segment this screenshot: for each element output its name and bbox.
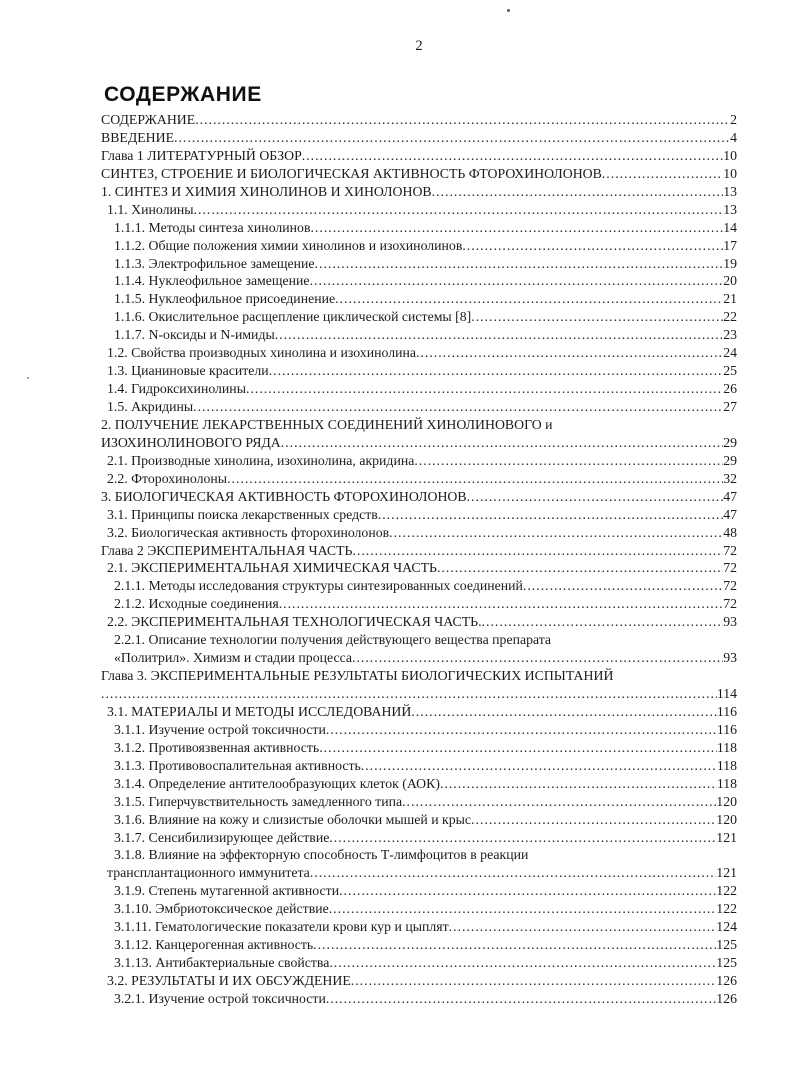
toc-entry-text: 3.1.8. Влияние на эффекторную способность Т-лимфоцитов в реакции <box>114 847 529 863</box>
dot-leader <box>101 685 717 703</box>
toc-entry-page: 126 <box>716 973 737 988</box>
toc-entry <box>101 829 737 847</box>
dot-leader <box>315 255 724 273</box>
toc-entry-page: 121 <box>716 865 737 881</box>
toc-entry <box>101 595 737 613</box>
toc-entry-page: 116 <box>716 703 737 719</box>
toc-entry-text: 3.1.3. Противовоспалительная активность <box>114 757 361 773</box>
toc-entry-text: 3.1.6. Влияние на кожу и слизистые оболочки мышей и крыс <box>114 811 472 827</box>
dot-leader <box>194 201 724 219</box>
toc-entry-text: 2.2.1. Описание технологии получения действующего вещества препарата <box>114 632 552 648</box>
toc-entry-text: 2.1.2. Исходные соединения <box>114 596 279 612</box>
dot-leader <box>195 111 730 129</box>
page-title: СОДЕРЖАНИЕ <box>104 83 262 106</box>
toc-entry-page: 13 <box>723 183 737 199</box>
toc-entry-text: 3.1.13. Антибактериальные свойства <box>114 955 330 971</box>
toc-entry-text: 2.2. Фторохинолоны <box>107 470 228 486</box>
toc-entry-page: 2 <box>730 112 737 127</box>
dot-leader <box>339 882 716 900</box>
toc-entry-text: 1.3. Цианиновые красители <box>107 363 269 379</box>
toc-entry <box>101 201 737 219</box>
dot-leader <box>523 577 723 595</box>
toc-entry-page: 29 <box>723 452 737 468</box>
dot-leader <box>246 380 723 398</box>
toc-entry <box>101 129 737 147</box>
toc-entry <box>101 344 737 362</box>
scan-artifact-dot <box>507 9 510 12</box>
dot-leader <box>174 129 730 147</box>
toc-entry-text: 3.1.4. Определение антителообразующих клеток (АОК) <box>114 775 440 791</box>
page-number: 2 <box>415 38 423 54</box>
toc-entry-text: Глава 3. ЭКСПЕРИМЕНТАЛЬНЫЕ РЕЗУЛЬТАТЫ БИОЛОГИЧЕСКИХ ИСПЫТАНИЙ <box>101 668 614 684</box>
dot-leader <box>416 344 723 362</box>
toc-entry-text: 3.2.1. Изучение острой токсичности <box>114 990 326 1006</box>
toc-entry-text: 1.4. Гидроксихинолины <box>107 381 246 397</box>
toc-entry-page: 72 <box>723 542 737 558</box>
toc-entry-page: 126 <box>716 990 737 1006</box>
dot-leader <box>310 272 724 290</box>
toc-entry-page: 125 <box>716 955 737 971</box>
toc-entry <box>101 308 737 326</box>
toc-entry <box>101 649 737 667</box>
toc-entry-page: 17 <box>723 237 737 253</box>
toc-entry-page: 122 <box>716 901 737 917</box>
toc-entry-page: 118 <box>716 775 737 791</box>
table-of-contents <box>101 111 737 1008</box>
toc-entry-page: 23 <box>723 327 737 343</box>
toc-entry <box>101 488 737 506</box>
toc-entry <box>101 219 737 237</box>
toc-entry-text: 3.2. РЕЗУЛЬТАТЫ И ИХ ОБСУЖДЕНИЕ <box>107 973 351 988</box>
dot-leader <box>462 237 723 255</box>
toc-entry-text: 3.1. МАТЕРИАЛЫ И МЕТОДЫ ИССЛЕДОВАНИЙ <box>107 703 412 719</box>
toc-entry-text: 1.5. Акридины <box>107 399 194 414</box>
toc-entry-page: 93 <box>723 614 737 630</box>
dot-leader <box>602 165 723 183</box>
toc-entry-text: 2.1.1. Методы исследования структуры синтезированных соединений <box>114 578 523 594</box>
dot-leader <box>326 721 717 739</box>
toc-entry-page: 114 <box>716 686 737 701</box>
dot-leader <box>482 613 724 631</box>
toc-entry <box>101 362 737 380</box>
toc-entry-page: 24 <box>723 345 737 361</box>
toc-entry-text: 1.2. Свойства производных хинолина и изохинолина <box>107 345 416 361</box>
toc-entry-text: 2.1. ЭКСПЕРИМЕНТАЛЬНАЯ ХИМИЧЕСКАЯ ЧАСТЬ <box>107 560 437 576</box>
toc-entry <box>101 165 737 183</box>
dot-leader <box>227 470 723 488</box>
toc-entry-page: 4 <box>730 129 737 145</box>
toc-entry <box>101 918 737 936</box>
toc-entry-text: 3.1.9. Степень мутагенной активности <box>114 883 340 899</box>
dot-leader <box>440 775 717 793</box>
dot-leader <box>329 829 716 847</box>
toc-entry-page: 93 <box>723 650 737 666</box>
toc-entry <box>101 757 737 775</box>
toc-entry-text: СИНТЕЗ, СТРОЕНИЕ И БИОЛОГИЧЕСКАЯ АКТИВНОСТЬ ФТОРОХИНОЛОНОВ <box>101 165 602 181</box>
dot-leader <box>437 559 723 577</box>
toc-entry-page: 116 <box>716 721 737 737</box>
toc-entry-page: 32 <box>723 470 737 486</box>
toc-entry-text: 1.1.7. N-оксиды и N-имиды <box>114 327 275 343</box>
toc-entry-text: 3.1.7. Сенсибилизирующее действие <box>114 829 330 845</box>
toc-entry-page: 72 <box>723 560 737 576</box>
dot-leader <box>319 739 717 757</box>
toc-entry-text: 1.1.6. Окислительное расщепление циклической системы [8] <box>114 309 472 325</box>
toc-entry-page: 121 <box>716 829 737 845</box>
dot-leader <box>471 308 723 326</box>
toc-entry-page: 13 <box>723 201 737 217</box>
dot-leader <box>449 918 717 936</box>
toc-entry <box>101 506 737 524</box>
toc-entry <box>101 936 737 954</box>
dot-leader <box>313 936 716 954</box>
toc-entry-page: 29 <box>723 434 737 450</box>
toc-entry-text: 2. ПОЛУЧЕНИЕ ЛЕКАРСТВЕННЫХ СОЕДИНЕНИЙ ХИНОЛИНОВОГО и <box>101 416 553 432</box>
toc-entry <box>101 577 737 595</box>
toc-entry-page: 27 <box>723 399 737 414</box>
toc-entry-page: 72 <box>723 596 737 612</box>
toc-entry-page: 47 <box>723 506 737 522</box>
toc-entry <box>101 631 737 649</box>
dot-leader <box>193 398 723 416</box>
toc-entry-text: 3.1.10. Эмбриотоксическое действие <box>114 901 329 917</box>
toc-entry-page: 120 <box>716 793 737 809</box>
dot-leader <box>275 326 723 344</box>
dot-leader <box>471 811 716 829</box>
toc-entry-text: 3.1.12. Канцерогенная активность <box>114 937 314 953</box>
dot-leader <box>389 524 723 542</box>
toc-entry-page: 14 <box>723 219 737 235</box>
dot-leader <box>414 452 723 470</box>
toc-entry <box>101 290 737 308</box>
toc-entry-text: трансплантационного иммунитета <box>107 865 310 881</box>
toc-entry <box>101 255 737 273</box>
dot-leader <box>352 649 723 667</box>
toc-entry-text: 3. БИОЛОГИЧЕСКАЯ АКТИВНОСТЬ ФТОРОХИНОЛОНОВ <box>101 488 467 504</box>
toc-entry <box>101 667 737 685</box>
toc-entry <box>101 272 737 290</box>
dot-leader <box>335 290 723 308</box>
dot-leader <box>281 434 723 452</box>
toc-entry <box>101 452 737 470</box>
toc-entry-page: 118 <box>716 757 737 773</box>
toc-entry <box>101 183 737 201</box>
toc-entry-page: 118 <box>716 739 737 755</box>
toc-entry <box>101 326 737 344</box>
toc-entry-page: 10 <box>723 147 737 163</box>
toc-entry-page: 125 <box>716 937 737 953</box>
toc-entry-text: 1.1.3. Электрофильное замещение <box>114 255 315 271</box>
toc-entry <box>101 542 737 560</box>
toc-entry <box>101 972 737 990</box>
toc-entry <box>101 990 737 1008</box>
dot-leader <box>361 757 717 775</box>
toc-entry-text: 1.1.4. Нуклеофильное замещение <box>114 273 310 289</box>
toc-entry <box>101 846 737 864</box>
toc-entry <box>101 147 737 165</box>
dot-leader <box>432 183 724 201</box>
dot-leader <box>411 703 716 721</box>
toc-entry <box>101 613 737 631</box>
dot-leader <box>329 954 716 972</box>
toc-entry-text: 3.2. Биологическая активность фторохинолонов <box>107 524 390 540</box>
dot-leader <box>351 972 717 990</box>
toc-entry-text: 1.1.2. Общие положения химии хинолинов и изохинолинов <box>114 237 463 253</box>
toc-entry-page: 47 <box>723 488 737 504</box>
toc-entry <box>101 882 737 900</box>
toc-entry <box>101 416 737 434</box>
toc-entry-text: 1.1. Хинолины <box>107 201 194 217</box>
toc-entry-page: 26 <box>723 381 737 397</box>
toc-entry <box>101 900 737 918</box>
toc-entry <box>101 111 737 129</box>
toc-entry <box>101 811 737 829</box>
toc-entry <box>101 739 737 757</box>
toc-entry-page: 19 <box>723 255 737 271</box>
dot-leader <box>352 542 723 560</box>
toc-entry-text: СОДЕРЖАНИЕ <box>101 112 196 127</box>
toc-entry <box>101 703 737 721</box>
toc-entry-text: «Политрил». Химизм и стадии процесса <box>114 650 352 666</box>
toc-entry <box>101 237 737 255</box>
dot-leader <box>279 595 724 613</box>
toc-entry <box>101 775 737 793</box>
toc-entry-page: 20 <box>723 273 737 289</box>
dot-leader <box>329 900 717 918</box>
dot-leader <box>326 990 716 1008</box>
toc-entry <box>101 559 737 577</box>
toc-entry <box>101 434 737 452</box>
toc-entry <box>101 864 737 882</box>
toc-entry-text: 2.1. Производные хинолина, изохинолина, акридина <box>107 452 415 468</box>
toc-entry-text: ИЗОХИНОЛИНОВОГО РЯДА <box>101 434 281 450</box>
toc-entry-page: 22 <box>723 309 737 325</box>
toc-entry-page: 10 <box>723 165 737 181</box>
toc-entry <box>101 954 737 972</box>
toc-entry-page: 48 <box>723 524 737 540</box>
dot-leader <box>378 506 723 524</box>
toc-entry-page: 72 <box>723 578 737 594</box>
toc-entry <box>101 685 737 703</box>
toc-entry-page: 120 <box>716 811 737 827</box>
dot-leader <box>467 488 724 506</box>
dot-leader <box>310 219 723 237</box>
dot-leader <box>310 864 716 882</box>
toc-entry-page: 124 <box>716 919 737 935</box>
dot-leader <box>402 793 716 811</box>
toc-entry-text: Глава 2 ЭКСПЕРИМЕНТАЛЬНАЯ ЧАСТЬ <box>101 542 353 558</box>
toc-entry-page: 25 <box>723 363 737 379</box>
toc-entry <box>101 380 737 398</box>
toc-entry-page: 21 <box>723 291 737 307</box>
toc-entry-text: 3.1.1. Изучение острой токсичности <box>114 721 326 737</box>
toc-entry-text: 1. СИНТЕЗ И ХИМИЯ ХИНОЛИНОВ И ХИНОЛОНОВ <box>101 183 432 199</box>
dot-leader <box>269 362 724 380</box>
toc-entry-text: 3.1.11. Гематологические показатели крови кур и цыплят <box>114 919 449 935</box>
toc-entry-text: 3.1.2. Противоязвенная активность <box>114 739 320 755</box>
toc-entry <box>101 470 737 488</box>
dot-leader <box>302 147 723 165</box>
toc-entry <box>101 524 737 542</box>
toc-entry <box>101 793 737 811</box>
toc-entry <box>101 398 737 416</box>
toc-entry-text: ВВЕДЕНИЕ <box>101 129 175 145</box>
toc-entry-text: 3.1. Принципы поиска лекарственных средств <box>107 506 378 522</box>
scan-artifact-dot <box>27 377 29 379</box>
toc-entry-text: Глава 1 ЛИТЕРАТУРНЫЙ ОБЗОР <box>101 147 302 163</box>
toc-entry-text: 3.1.5. Гиперчувствительность замедленного типа <box>114 793 403 809</box>
toc-entry-text: 1.1.5. Нуклеофильное присоединение <box>114 291 336 307</box>
toc-entry-text: 1.1.1. Методы синтеза хинолинов <box>114 219 311 235</box>
toc-entry-page: 122 <box>716 883 737 899</box>
toc-entry <box>101 721 737 739</box>
toc-entry-text: 2.2. ЭКСПЕРИМЕНТАЛЬНАЯ ТЕХНОЛОГИЧЕСКАЯ ЧАСТЬ. <box>107 614 482 630</box>
